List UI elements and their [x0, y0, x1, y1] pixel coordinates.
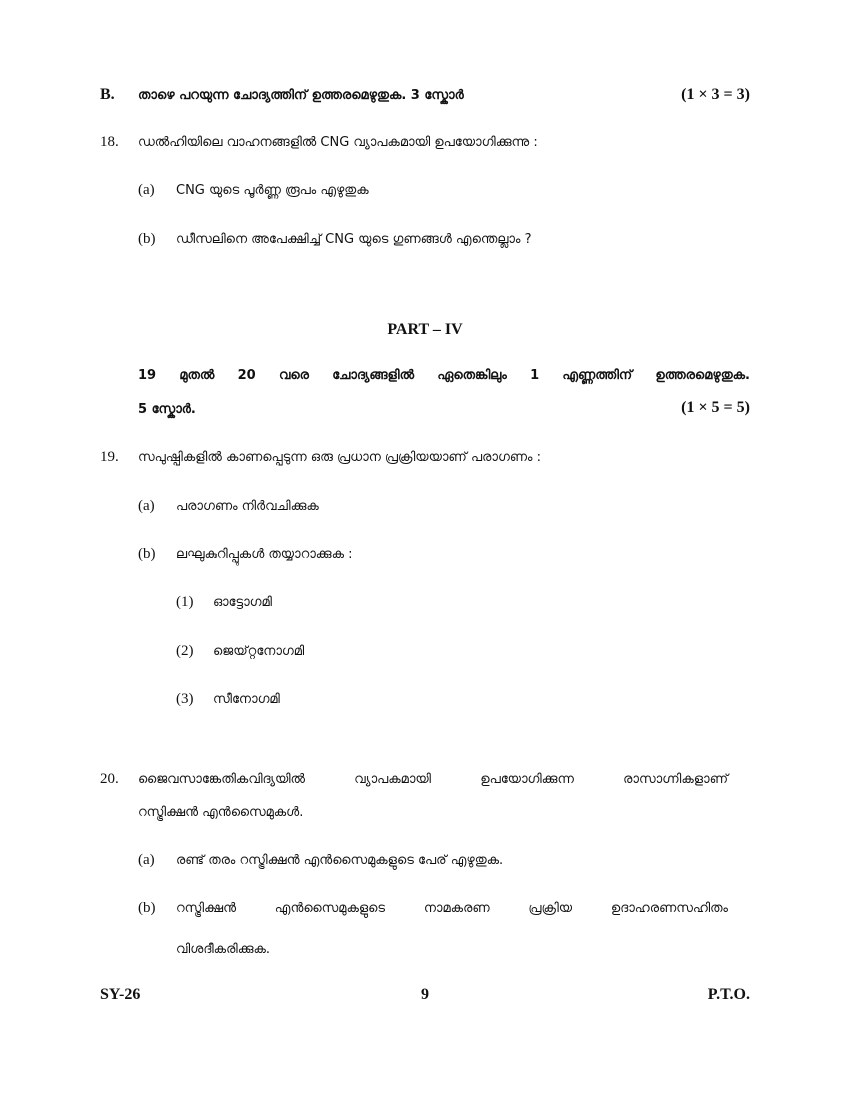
q20b-label: (b): [138, 900, 156, 916]
q18-number: 18.: [100, 134, 119, 150]
footer-code: SY-26: [100, 986, 141, 1003]
part-title: PART – IV: [387, 321, 463, 338]
q19-item2-text: ജെയ്റ്റനോഗമി: [213, 644, 305, 659]
section-b-score: (1 × 3 = 3): [681, 86, 750, 103]
section-b-instruction: താഴെ പറയുന്ന ചോദ്യത്തിന് ഉത്തരമെഴുതുക. 3 സ്കോർ: [138, 88, 464, 103]
q19-item3-text: സീനോഗമി: [213, 692, 280, 707]
part4-instruction-line2: 5 സ്കോർ.: [138, 402, 196, 417]
q18b-label: (b): [138, 231, 156, 247]
footer-page-number: 9: [421, 986, 429, 1003]
section-b-letter: B.: [100, 86, 115, 103]
q19b-text: ലഘുകുറിപ്പുകൾ തയ്യാറാക്കുക :: [176, 547, 353, 562]
q20-text-line1: ജൈവസാങ്കേതികവിദ്യയിൽ വ്യാപകമായി ഉപയോഗിക്കുന്ന രാസാഗ്നികളാണ്: [138, 772, 728, 787]
q20b-text-line1: റസ്ട്രിക്ഷൻ എൻസൈമുകളുടെ നാമകരണ പ്രക്രിയ ഉദാഹരണസഹിതം: [176, 901, 728, 916]
q19a-text: പരാഗണം നിർവചിക്കുക: [176, 499, 319, 514]
q20-number: 20.: [100, 771, 119, 787]
q18-text: ഡൽഹിയിലെ വാഹനങ്ങളിൽ CNG വ്യാപകമായി ഉപയോഗിക്കുന്നു :: [138, 135, 538, 150]
footer-pto: P.T.O.: [707, 986, 750, 1003]
q19-item1-label: (1): [176, 594, 194, 610]
part4-score: (1 × 5 = 5): [681, 399, 750, 416]
part4-instruction-line1: 19 മുതൽ 20 വരെ ചോദ്യങ്ങളിൽ ഏതെങ്കിലും 1 എണ്ണത്തിന് ഉത്തരമെഴുതുക.: [138, 368, 750, 383]
q19a-label: (a): [138, 498, 155, 514]
q19-number: 19.: [100, 449, 119, 465]
q20a-label: (a): [138, 852, 155, 868]
q19-item3-label: (3): [176, 691, 194, 707]
q18a-text: CNG യുടെ പൂർണ്ണ രൂപം എഴുതുക: [176, 183, 369, 198]
q18b-text: ഡീസലിനെ അപേക്ഷിച്ച് CNG യുടെ ഗുണങ്ങൾ എന്തെല്ലാം ?: [176, 232, 532, 247]
q18a-label: (a): [138, 182, 155, 198]
q19-text: സപുഷ്പികളിൽ കാണപ്പെടുന്ന ഒരു പ്രധാന പ്രക്രിയയാണ് പരാഗണം :: [138, 450, 542, 465]
q20a-text: രണ്ട് തരം റസ്ട്രിക്ഷൻ എൻസൈമുകളുടെ പേര് എഴുതുക.: [176, 853, 504, 868]
q19-item2-label: (2): [176, 643, 194, 659]
q19-item1-text: ഓട്ടോഗമി: [213, 595, 272, 610]
q20-text-line2: റസ്ട്രിക്ഷൻ എൻസൈമുകൾ.: [138, 805, 304, 820]
q19b-label: (b): [138, 546, 156, 562]
q20b-text-line2: വിശദീകരിക്കുക.: [176, 942, 271, 957]
